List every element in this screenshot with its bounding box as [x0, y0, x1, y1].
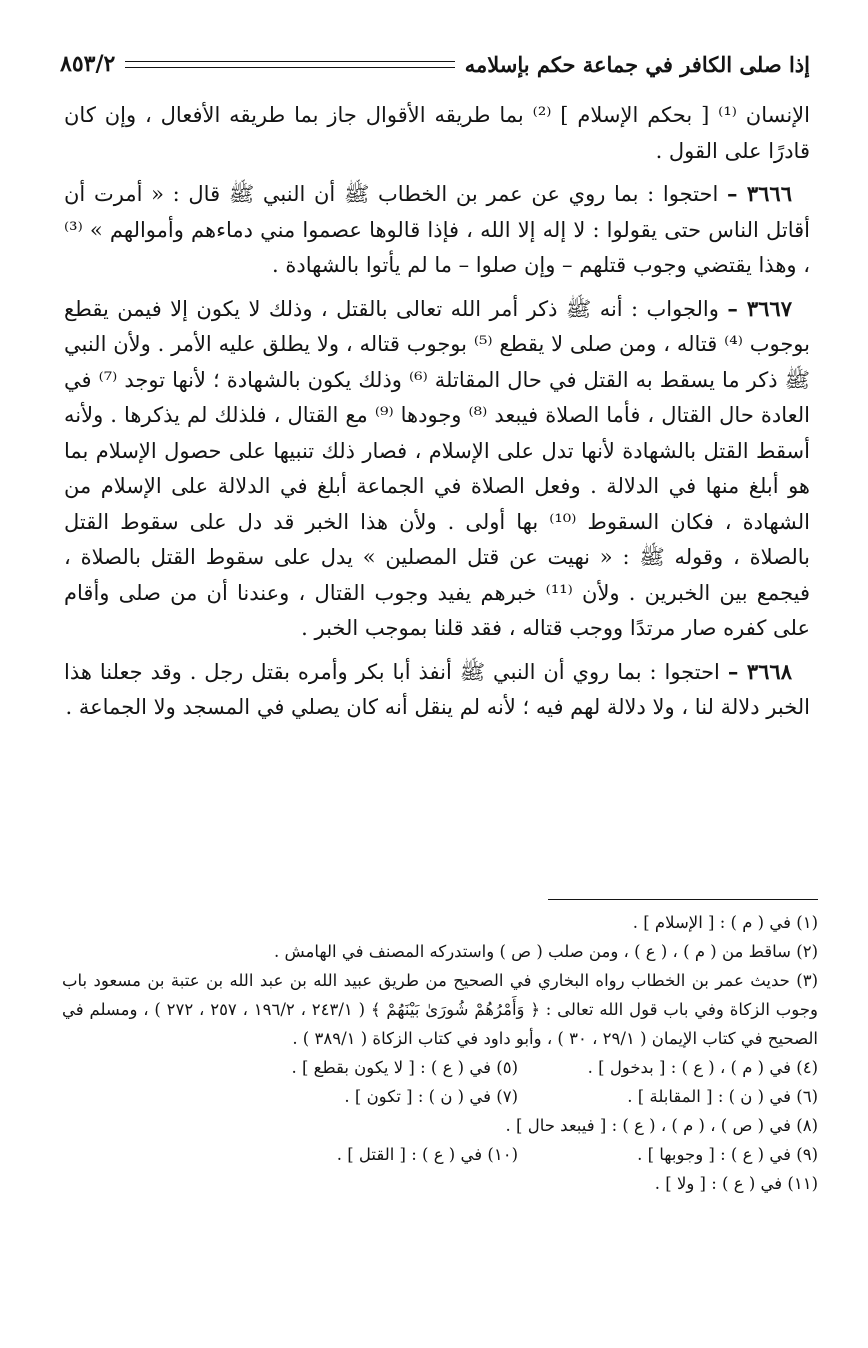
- footnote-row: [62, 1082, 818, 1111]
- footnote-2: (٢) ساقط من ( م ) ، ( ع ) ، ومن صلب ( ص ) واستدركه المصنف في الهامش .: [274, 942, 818, 961]
- main-text: [64, 98, 810, 733]
- running-header: [60, 44, 810, 84]
- footnote-9: (٩) في ( ع ) : [ وجوبها ] .: [637, 1145, 818, 1164]
- footnote-11: (١١) في ( ع ) : [ ولا ] .: [654, 1174, 818, 1193]
- paragraph-3666: [64, 176, 810, 284]
- paragraph-text: والجواب : أنه ﷺ ذكر أمر الله تعالى بالقتل ، وذلك لا يكون إلا فيمن يقطع بوجوب ⁽⁴⁾ قتاله ، ومن صلى لا يقطع ⁽⁵⁾ بوجوب قتاله ، ولا يطلق عليه الأمر . ولأن النبي ﷺ ذكر ما يسقط به القتل في حال المقاتلة ⁽⁶⁾ وذلك يكون بالشهادة ؛ لأنها توجد ⁽⁷⁾ في العادة حال القتال ، فأما الصلاة فيبعد ⁽⁸⁾ وجودها ⁽⁹⁾ مع القتال ، فلذلك لم يذكرها . ولأنه أسقط القتل بالشهادة لأنها تدل على الإسلام ، فصار ذلك تنبيها على حصول الإسلام بما هو أبلغ منها في الدلالة . وفعل الصلاة في الجماعة أبلغ في الدلالة على الإسلام من الشهادة ، فكان السقوط ⁽¹⁰⁾ بها أولى . ولأن هذا الخبر قد دل على سقوط القتل بالصلاة ، وقوله ﷺ : « نهيت عن قتل المصلين » يدل على سقوط القتل بالصلاة ، فيجمع بين الخبرين . ولأن ⁽¹¹⁾ خبرهم يفيد وجوب القتال ، وعندنا أن من صلى وأقام على كفره صار مرتدًا ووجب قتاله ، فقد قلنا بموجب الخبر .: [64, 296, 811, 640]
- footnote-7: (٧) في ( ن ) : [ تكون ] .: [344, 1087, 518, 1106]
- footnote-separator: [548, 899, 818, 900]
- paragraph-number: ٣٦٦٨ –: [727, 658, 792, 684]
- page-number: ٨٥٣/٢: [60, 51, 116, 77]
- footnote-3: (٣) حديث عمر بن الخطاب رواه البخاري في الصحيح من طريق عبيد الله بن عبد الله بن عتبة بن مسعود باب وجوب الزكاة وفي باب قول الله تعالى : ﴿ وَأَمْرُهُمْ شُورَىٰ بَيْنَهُمْ ﴾ ( ٢٤٣/١ ، ١٩٦/٢ ، ٢٥٧ ، ٢٧٢ ) ، ومسلم في الصحيح في كتاب الإيمان ( ٢٩/١ ، ٣٠ ) ، وأبو داود في كتاب الزكاة ( ٣٨٩/١ ) .: [62, 971, 818, 1048]
- footnote-10: (١٠) في ( ع ) : [ القتل ] .: [336, 1145, 518, 1164]
- paragraph-3668: [64, 654, 810, 726]
- paragraph-number: ٣٦٦٦ –: [727, 181, 792, 206]
- paragraph-3667: [64, 291, 810, 647]
- footnote-1: (١) في ( م ) : [ الإسلام ] .: [632, 913, 818, 932]
- paragraph-continued: [64, 98, 810, 169]
- paragraph-text: احتجوا : بما روي أن النبي ﷺ أنفذ أبا بكر وأمره بقتل رجل . وقد جعلنا هذا الخبر دلالة لنا ، ولا دلالة لهم فيه ؛ لأنه لم ينقل أنه كان يصلي في المسجد ولا الجماعة .: [64, 659, 810, 719]
- footnotes: [62, 908, 818, 1198]
- footnote-row: [62, 1140, 818, 1169]
- footnote-6: (٦) في ( ن ) : [ المقابلة ] .: [627, 1087, 818, 1106]
- footnote-4: (٤) في ( م ) ، ( ع ) : [ بدخول ] .: [587, 1058, 818, 1077]
- paragraph-text: احتجوا : بما روي عن عمر بن الخطاب ﷺ أن النبي ﷺ قال : « أمرت أن أقاتل الناس حتى يقولوا : لا إله إلا الله ، فإذا قالوها عصموا مني دماءهم وأموالهم » ⁽³⁾ ، وهذا يقتضي وجوب قتلهم – وإن صلوا – ما لم يأتوا بالشهادة .: [64, 182, 810, 277]
- footnote-8: (٨) في ( ص ) ، ( م ) ، ( ع ) : [ فيبعد حال ] .: [505, 1116, 818, 1135]
- paragraph-number: ٣٦٦٧ –: [727, 295, 792, 321]
- footnote-5: (٥) في ( ع ) : [ لا يكون بقطع ] .: [291, 1058, 518, 1077]
- header-title: إذا صلى الكافر في جماعة حكم بإسلامه: [464, 51, 810, 77]
- paragraph-text: الإنسان ⁽¹⁾ [ بحكم الإسلام ] ⁽²⁾ بما طريقه الأقوال جاز بما طريقه الأفعال ، وإن كان قادرًا على القول .: [64, 103, 810, 163]
- header-double-rule: [125, 61, 454, 68]
- footnote-row: [62, 1053, 818, 1082]
